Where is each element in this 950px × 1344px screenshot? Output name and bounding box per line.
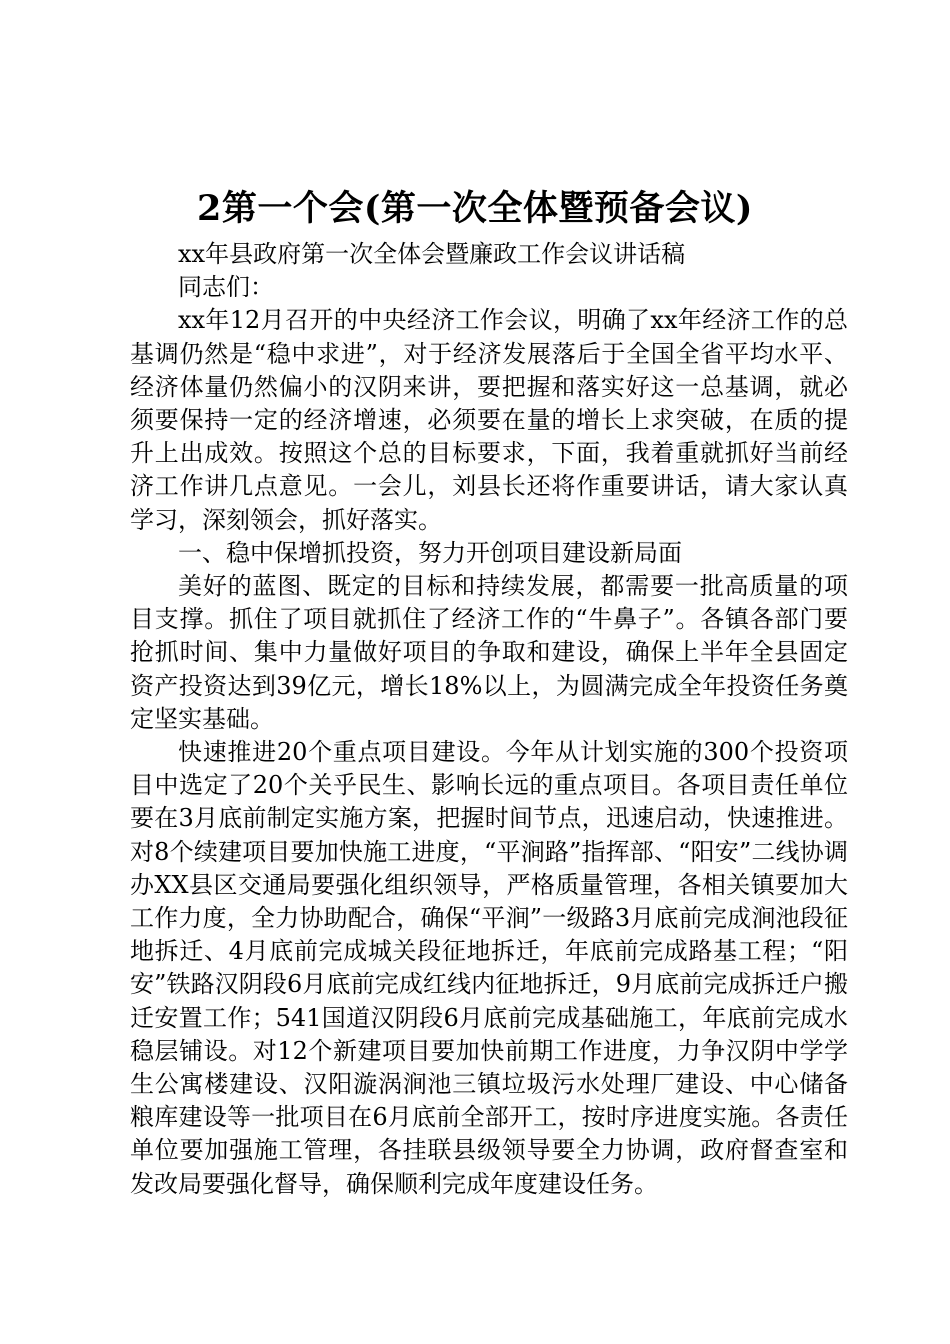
salutation: 同志们： [178,273,274,302]
speech-subtitle: xx年县政府第一次全体会暨廉政工作会议讲话稿 [178,240,686,268]
document-body [130,238,848,1201]
section-heading-1: 一、稳中保增抓投资，努力开创项目建设新局面 [178,538,682,567]
paragraph-intro: xx年12月召开的中央经济工作会议，明确了xx年经济工作的总基调仍然是“稳中求进”，对于经济发展落后于全国全省平均水平、经济体量仍然偏小的汉阴来讲，要把握和落实好这一总基调，就必须要保持一定的经济增速，必须要在量的增长上求突破，在质的提升上出成效。按照这个总的目标要求，下面，我着重就抓好当前经济工作讲几点意见。一会儿，刘县长还将作重要讲话，请大家认真学习，深刻领会，抓好落实。 [130,306,848,534]
paragraph-key-projects: 快速推进20个重点项目建设。今年从计划实施的300个投资项目中选定了20个关乎民生、影响长远的重点项目。各项目责任单位要在3月底前制定实施方案，把握时间节点，迅速启动，快速推进。对8个续建项目要加快施工进度，“平涧路”指挥部、“阳安”二线协调办XX县区交通局要强化组织领导，严格质量管理，各相关镇要加大工作力度，全力协助配合，确保“平涧”一级路3月底前完成涧池段征地拆迁、4月底前完成城关段征地拆迁，年底前完成路基工程；“阳安”铁路汉阴段6月底前完成红线内征地拆迁，9月底前完成拆迁户搬迁安置工作；541国道汉阴段6月底前完成基础施工，年底前完成水稳层铺设。对12个新建项目要加快前期工作进度，力争汉阴中学学生公寓楼建设、汉阳漩涡涧池三镇垃圾污水处理厂建设、中心储备粮库建设等一批项目在6月底前全部开工，按时序进度实施。各责任单位要加强施工管理，各挂联县级领导要全力协调，政府督查室和发改局要强化督导，确保顺利完成年度建设任务。 [130,738,848,1198]
paragraph-investment: 美好的蓝图、既定的目标和持续发展，都需要一批高质量的项目支撑。抓住了项目就抓住了经济工作的“牛鼻子”。各镇各部门要抢抓时间、集中力量做好项目的争取和建设，确保上半年全县固定资产投资达到39亿元，增长18%以上，为圆满完成全年投资任务奠定坚实基础。 [130,572,848,733]
document-title: 2第一个会(第一次全体暨预备会议) [197,188,753,229]
